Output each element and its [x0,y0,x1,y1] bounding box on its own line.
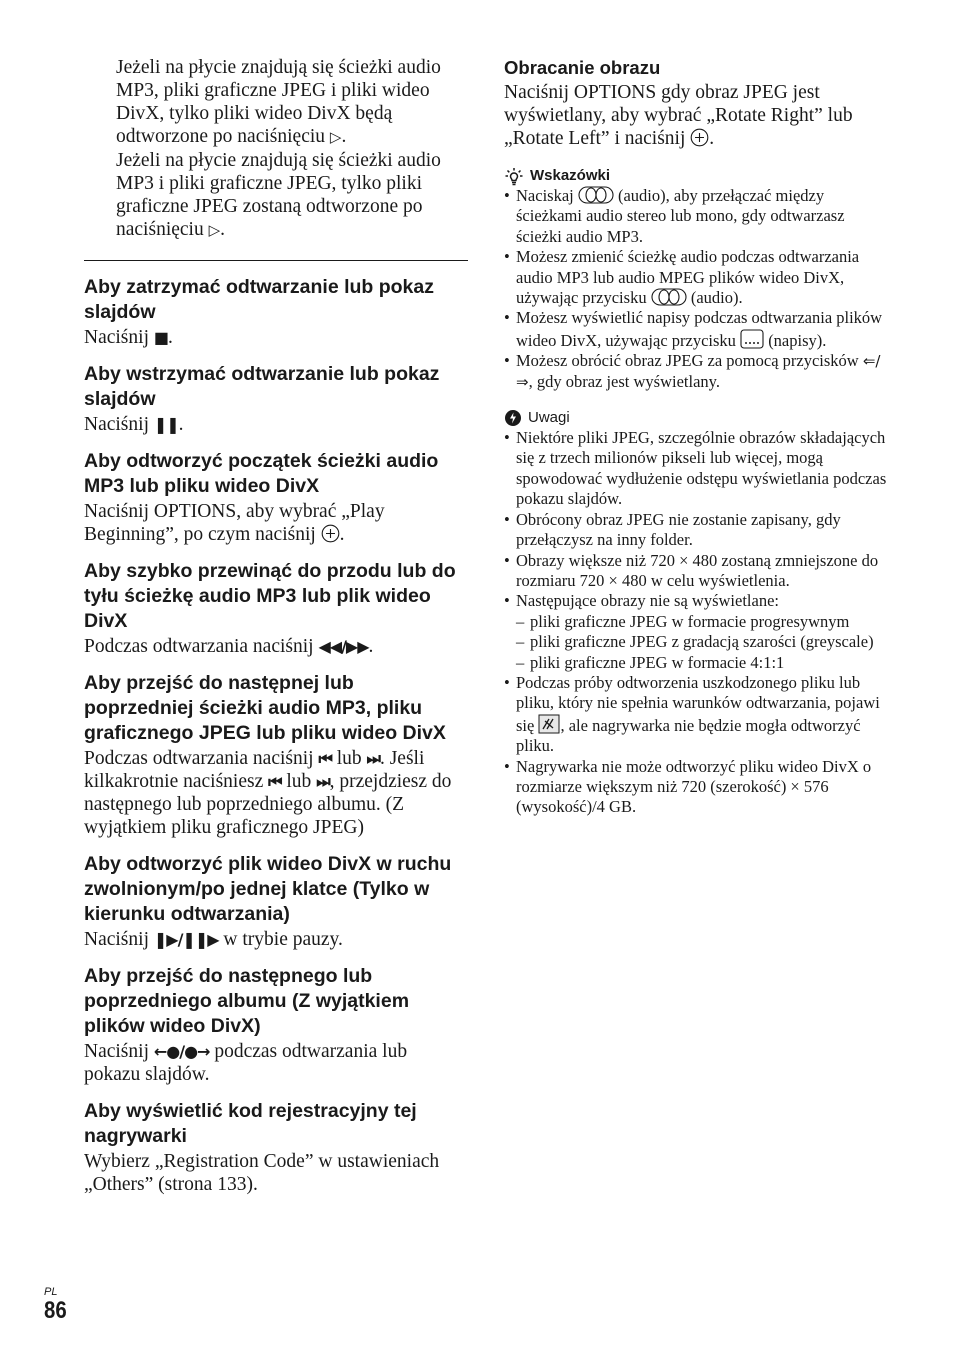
section-stop: Aby zatrzymać odtwarzanie lub pokaz slajdów Naciśnij ■. [84,275,468,349]
section-title: Aby zatrzymać odtwarzanie lub pokaz slajdów [84,276,435,323]
rewind-forward-icon: ◀◀/▶▶ [318,637,369,656]
section-pause: Aby wstrzymać odtwarzanie lub pokaz slajdów Naciśnij ❚❚. [84,362,468,436]
section-title: Aby przejść do następnej lub poprzedniej ścieżki audio MP3, pliku graficznego JPEG lub pliku wideo DivX [84,672,446,744]
list-item: • Podczas próby odtworzenia uszkodzonego pliku lub pliku, który nie spełnia warunków odtwarzania, pojawi się , ale nagrywarka nie będzie mogła odtworzyć pliku. [504,673,894,757]
notes-title: Uwagi [528,409,570,427]
section-slow-motion: Aby odtworzyć plik wideo DivX w ruchu zwolnionym/po jednej klatce (Tylko w kierunku odtwarzania) Naciśnij ❚▶/❚❚▶ w trybie pauzy. [84,852,468,951]
enter-button-icon [321,524,340,543]
list-item: • Następujące obrazy nie są wyświetlane: – pliki graficzne JPEG w formacie progresywnym – pliki graficzne JPEG z gradacją szarości (greyscale) – pliki graficzne JPEG w formacie 4:1:1 [504,591,894,673]
left-column [84,56,468,1209]
list-item: • Naciskaj (audio), aby przełączać między ścieżkami audio stereo lub mono, gdy odtwarzasz ścieżki audio MP3. [504,186,894,247]
next-icon: ⏭ [316,772,330,791]
list-item: • Możesz wyświetlić napisy podczas odtwarzania plików wideo DivX, używając przycisku (napisy). [504,308,894,351]
notes-list [504,428,894,818]
sub-list-item: – pliki graficzne JPEG w formacie progresywnym [516,612,894,632]
prohibited-icon [538,714,560,734]
audio-button-icon [578,186,614,204]
audio-button-icon [651,288,687,306]
lightbulb-icon [504,166,524,186]
right-column [504,56,894,818]
list-item: • Obrazy większe niż 720 × 480 zostaną zmniejszone do rozmiaru 720 × 480 w celu wyświetlenia. [504,551,894,592]
play-symbol-icon: ▷ [329,128,342,146]
list-item: • Możesz zmienić ścieżkę audio podczas odtwarzania audio MP3 lub audio MPEG plików wideo DivX, używając przycisku (audio). [504,247,894,308]
list-item: • Niektóre pliki JPEG, szczególnie obrazów składających się z trzech milionów pikseli lub więcej, mogą spowodować wydłużenie odstępu wyświetlania podczas pokazu slajdów. [504,428,894,510]
rotate-text: Naciśnij OPTIONS gdy obraz JPEG jest wyświetlany, aby wybrać „Rotate Right” lub „Rotate Left” i naciśnij . [504,82,853,149]
rotate-title: Obracanie obrazu [504,57,661,78]
pause-icon: ❚❚ [153,415,179,434]
sub-list-item: – pliki graficzne JPEG w formacie 4:1:1 [516,653,894,673]
next-icon: ⏭ [366,749,380,768]
list-item: • Nagrywarka nie może odtworzyć pliku wideo DivX o rozmiarze większym niż 720 (szerokość) × 576 (wysokość)/4 GB. [504,757,894,818]
hints-title: Wskazówki [530,167,611,184]
section-title: Aby szybko przewinąć do przodu lub do tyłu ścieżkę audio MP3 lub plik wideo DivX [84,560,456,632]
slow-play-icon: ❚▶/❚❚▶ [153,930,219,949]
section-divider [84,260,468,261]
album-arrows-icon: ←●/●→ [153,1042,210,1061]
list-item: • Możesz obrócić obraz JPEG za pomocą przycisków ⇐/⇒, gdy obraz jest wyświetlany. [504,351,894,392]
sub-list-item: – pliki graficzne JPEG z gradacją szarości (greyscale) [516,632,894,652]
previous-icon: ⏮ [318,749,332,768]
notes-heading [504,408,894,428]
section-next-previous-album: Aby przejść do następnego lub poprzedniego albumu (Z wyjątkiem plików wideo DivX) Naciśnij ←●/●→ podczas odtwarzania lub pokazu slajdów. [84,964,468,1086]
hints-list [504,186,894,392]
section-fast-scan: Aby szybko przewinąć do przodu lub do tyłu ścieżkę audio MP3 lub plik wideo DivX Podczas odtwarzania naciśnij ◀◀/▶▶. [84,559,468,658]
section-play-beginning: Aby odtworzyć początek ścieżki audio MP3 lub pliku wideo DivX Naciśnij OPTIONS, aby wybrać „Play Beginning”, po czym naciśnij . [84,449,468,546]
subtitle-button-icon [740,329,764,349]
section-title: Aby wstrzymać odtwarzanie lub pokaz slajdów [84,363,440,410]
list-item: • Obrócony obraz JPEG nie zostanie zapisany, gdy przełączysz na inny folder. [504,510,894,551]
section-title: Aby wyświetlić kod rejestracyjny tej nagrywarki [84,1100,417,1147]
section-text: Wybierz „Registration Code” w ustawieniach „Others” (strona 133). [84,1151,440,1195]
section-registration-code [84,1099,468,1196]
section-title: Aby odtworzyć plik wideo DivX w ruchu zwolnionym/po jednej klatce (Tylko w kierunku odtwarzania) [84,853,452,925]
warning-icon [504,409,522,427]
page-number: 86 [44,1297,67,1324]
enter-button-icon [690,128,709,147]
stop-icon: ■ [153,328,168,347]
intro-paragraph-1: Jeżeli na płycie znajdują się ścieżki audio MP3, pliki graficzne JPEG i pliki wideo DivX, tylko pliki wideo DivX będą odtworzone po naciśnięciu ▷. [116,57,441,147]
section-title: Aby odtworzyć początek ścieżki audio MP3 lub pliku wideo DivX [84,450,439,497]
page-footer [44,1286,71,1324]
sub-list [516,612,894,673]
language-code: PL [44,1286,58,1298]
previous-icon: ⏮ [268,772,282,791]
section-title: Aby przejść do następnego lub poprzedniego albumu (Z wyjątkiem plików wideo DivX) [84,965,410,1037]
intro-paragraph-2: Jeżeli na płycie znajdują się ścieżki audio MP3 i pliki graficzne JPEG, tylko pliki graficzne JPEG zostaną odtworzone po naciśnięciu ▷. [116,150,441,240]
intro-block [116,56,468,242]
left-right-arrows-icon: ⇐/⇒ [516,352,881,391]
hints-heading [504,166,894,186]
section-next-previous-track: Aby przejść do następnej lub poprzedniej ścieżki audio MP3, pliku graficznego JPEG lub pliku wideo DivX Podczas odtwarzania naciśnij ⏮ lub ⏭. Jeśli kilkakrotnie naciśniesz ⏮ lub ⏭, przejdziesz do następnego lub poprzedniego albumu. (Z wyjątkiem pliku graficznego JPEG) [84,671,468,839]
play-symbol-icon: ▷ [208,221,221,239]
